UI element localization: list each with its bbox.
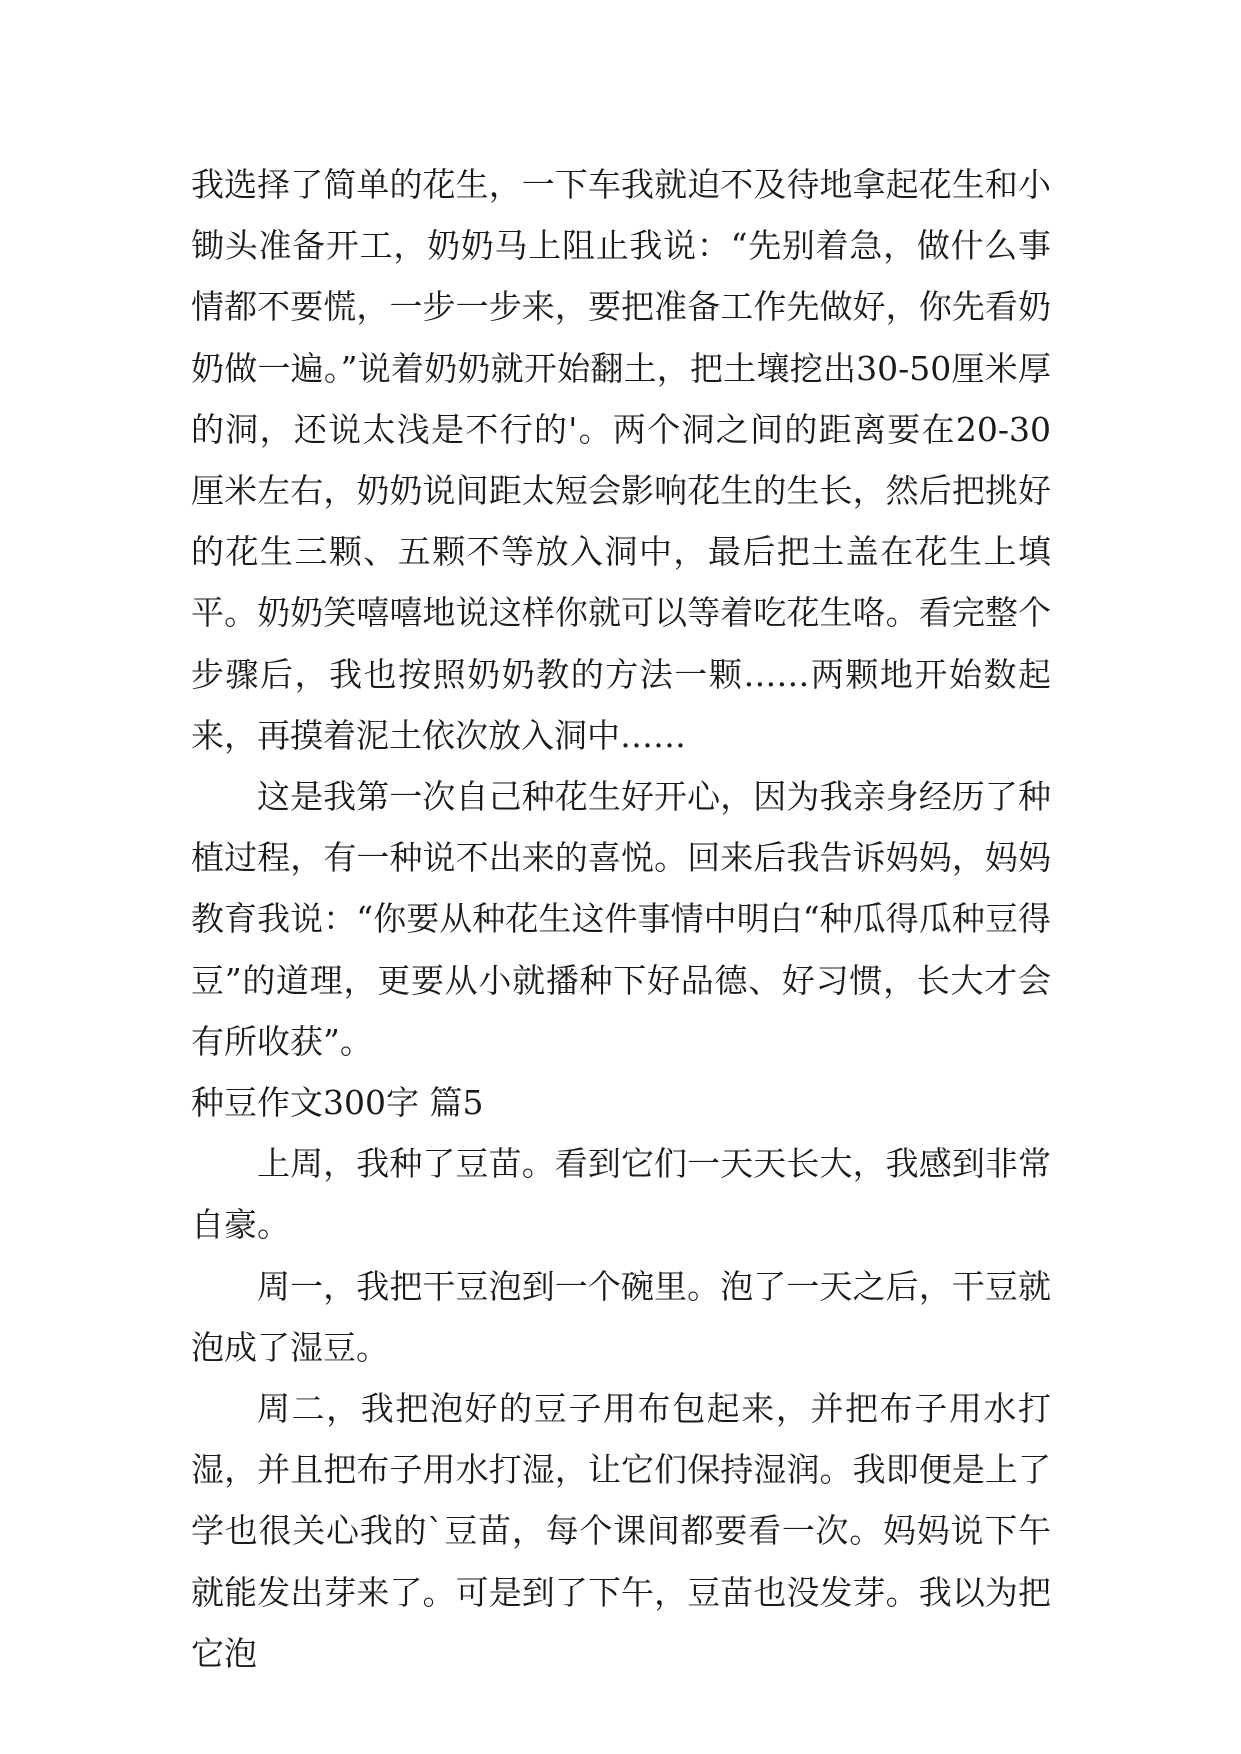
document-body <box>191 154 1051 1684</box>
paragraph-first-time-planting: 这是我第一次自己种花生好开心，因为我亲身经历了种植过程，有一种说不出来的喜悦。回来后我告诉妈妈，妈妈教育我说：“你要从种花生这件事情中明白“种瓜得瓜种豆得豆”的道理，更要从小就播种下好品德、好习惯，长大才会有所收获”。 <box>191 777 1051 1061</box>
paragraph-last-week-bean-sprouts: 上周，我种了豆苗。看到它们一天天长大，我感到非常自豪。 <box>191 1144 1051 1245</box>
section-heading: 种豆作文300字 篇5 <box>191 1083 484 1123</box>
paragraph-planting-peanuts-steps: 我选择了简单的花生，一下车我就迫不及待地拿起花生和小锄头准备开工，奶奶马上阻止我说：“先别着急，做什么事情都不要慌，一步一步来，要把准备工作先做好，你先看奶奶做一遍。”说着奶奶就开始翻土，把土壤挖出30-50厘米厚的洞，还说太浅是不行的'。两个洞之间的距离要在20-30厘米左右，奶奶说间距太短会影响花生的生长，然后把挑好的花生三颗、五颗不等放入洞中，最后把土盖在花生上填平。奶奶笑嘻嘻地说这样你就可以等着吃花生咯。看完整个步骤后，我也按照奶奶教的方法一颗……两颗地开始数起来，再摸着泥土依次放入洞中…… <box>191 165 1051 755</box>
paragraph-monday: 周一，我把干豆泡到一个碗里。泡了一天之后，干豆就泡成了湿豆。 <box>191 1266 1051 1367</box>
paragraph-tuesday: 周二，我把泡好的豆子用布包起来，并把布子用水打湿，并且把布子用水打湿，让它们保持湿润。我即便是上了学也很关心我的`豆苗，每个课间都要看一次。妈妈说下午就能发出芽来了。可是到了下午，豆苗也没发芽。我以为把它泡 <box>191 1389 1051 1673</box>
